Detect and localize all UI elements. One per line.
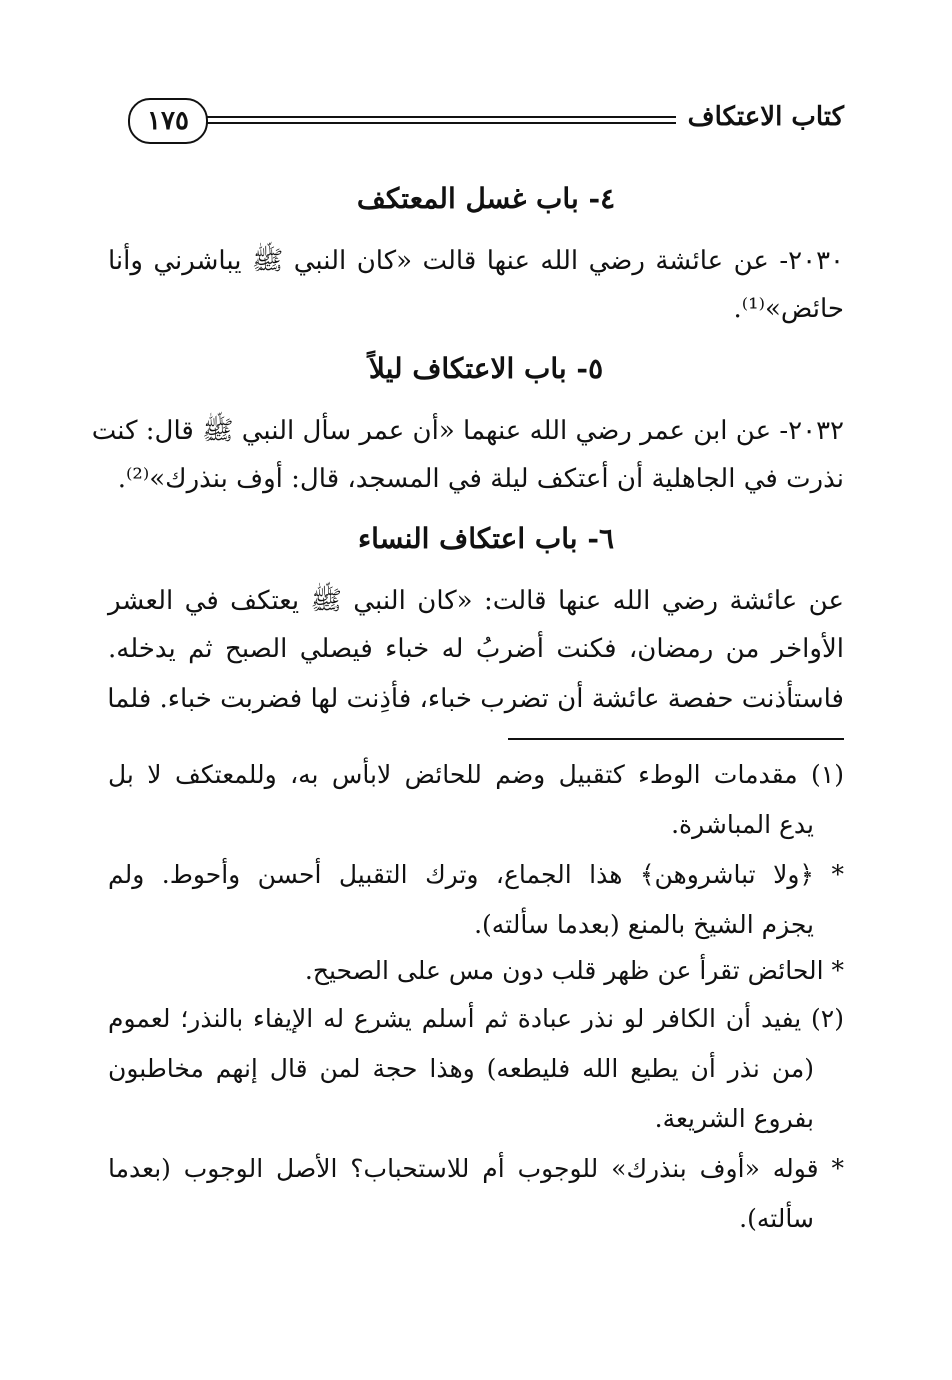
footnote-line: يجزم الشيخ بالمنع (بعدما سألته). — [474, 910, 814, 939]
hadith-line: عن عائشة رضي الله عنها قالت: «كان النبي ﷺ يعتكف في العشر — [108, 586, 844, 616]
hadith-line: ٢٠٣٠- عن عائشة رضي الله عنها قالت «كان النبي ﷺ يباشرني وأنا — [108, 246, 844, 276]
page-number: ١٧٥ — [128, 98, 208, 144]
footnote-separator — [508, 738, 844, 740]
footnote-line: يدع المباشرة. — [671, 810, 814, 839]
section-heading: ٤- باب غسل المعتكف — [356, 182, 616, 215]
hadith-line: نذرت في الجاهلية أن أعتكف ليلة في المسجد، قال: أوف بنذرك»⁽²⁾. — [117, 464, 844, 494]
footnote-line: بفروع الشريعة. — [654, 1104, 814, 1133]
footnote-line: * الحائض تقرأ عن ظهر قلب دون مس على الصحيح. — [304, 956, 844, 985]
hadith-line: فاستأذنت حفصة عائشة أن تضرب خباء، فأذِنت لها فضربت خباء. فلما — [107, 684, 844, 714]
footnote-line: (٢) يفيد أن الكافر لو نذر عبادة ثم أسلم يشرع له الإيفاء بالنذر؛ لعموم — [108, 1004, 844, 1033]
footnote-line: سألته). — [739, 1204, 814, 1233]
footnote-line: (١) مقدمات الوطء كتقبيل وضم للحائض لابأس به، وللمعتكف لا بل — [108, 760, 844, 789]
section-heading: ٥- باب الاعتكاف ليلاً — [368, 352, 604, 385]
header-rule — [194, 116, 676, 126]
page-header — [128, 98, 844, 146]
running-title: كتاب الاعتكاف — [687, 102, 844, 132]
hadith-line: ٢٠٣٢- عن ابن عمر رضي الله عنهما «أن عمر سأل النبي ﷺ قال: كنت — [91, 416, 844, 446]
section-heading: ٦- باب اعتكاف النساء — [358, 522, 614, 555]
hadith-line: حائض»⁽¹⁾. — [733, 294, 844, 324]
footnote-line: * قوله «أوف بنذرك» للوجوب أم للاستحباب؟ الأصل الوجوب (بعدما — [108, 1154, 844, 1183]
footnote-line: (من نذر أن يطيع الله فليطعه) وهذا حجة لمن قال إنهم مخاطبون — [108, 1054, 814, 1083]
footnote-line: * ﴿ولا تباشروهن﴾ هذا الجماع، وترك التقبيل أحسن وأحوط. ولم — [108, 860, 844, 889]
hadith-line: الأواخر من رمضان، فكنت أضربُ له خباء فيصلي الصبح ثم يدخله. — [108, 634, 844, 664]
